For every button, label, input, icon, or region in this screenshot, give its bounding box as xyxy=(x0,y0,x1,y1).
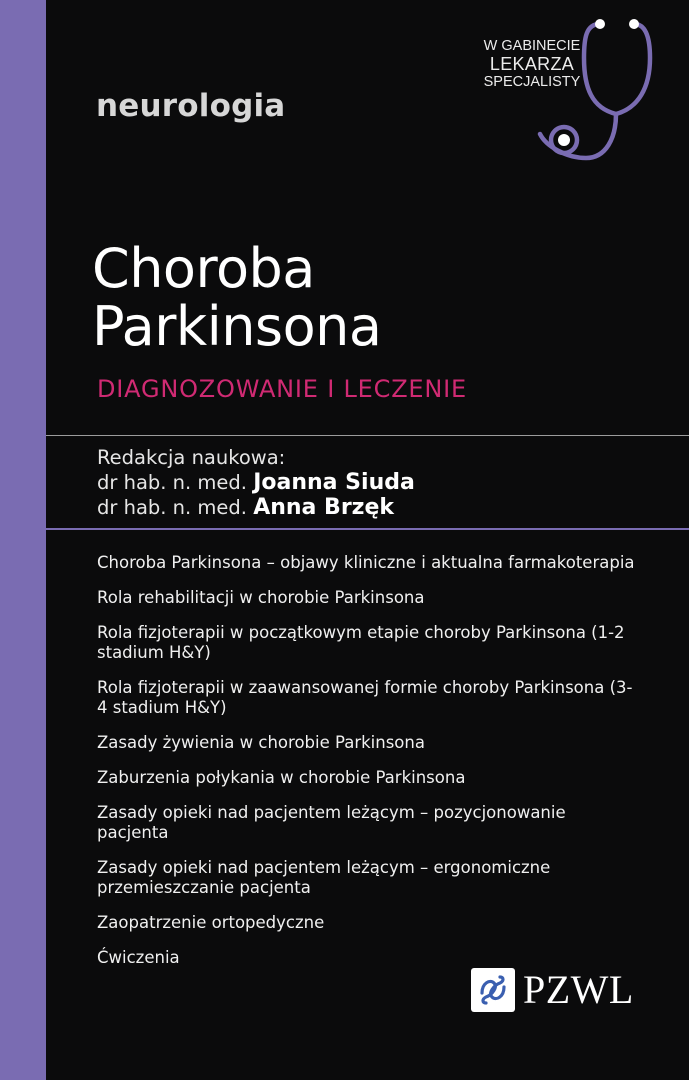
editor-name: Anna Brzęk xyxy=(253,495,395,520)
contents-item: Ćwiczenia xyxy=(97,948,180,967)
contents-item: Rola rehabilitacji w chorobie Parkinsona xyxy=(97,588,425,607)
contents-item: Zaopatrzenie ortopedyczne xyxy=(97,913,325,932)
publisher-name: PZWL xyxy=(523,967,634,1012)
editor-prefix: dr hab. n. med. xyxy=(97,496,254,519)
publisher-logo xyxy=(471,968,634,1012)
collection-logo-line1: W GABINECIE xyxy=(483,38,581,54)
contents-item: Zasady opieki nad pacjentem leżącym – pozycjonowanie pacjenta xyxy=(97,803,566,842)
divider-bottom xyxy=(46,528,689,530)
contents-item: Zasady żywienia w chorobie Parkinsona xyxy=(97,733,425,752)
collection-logo-line3: SPECJALISTY xyxy=(483,74,581,90)
editor-line xyxy=(97,470,415,495)
contents-list xyxy=(97,553,637,983)
editors-block xyxy=(97,445,415,520)
editor-prefix: dr hab. n. med. xyxy=(97,471,254,494)
editor-line xyxy=(97,495,415,520)
editor-name: Joanna Siuda xyxy=(253,470,415,495)
editors-heading: Redakcja naukowa: xyxy=(97,446,286,469)
contents-item: Rola fizjoterapii w zaawansowanej formie choroby Parkinsona (3-4 stadium H&Y) xyxy=(97,678,633,717)
contents-item: Rola fizjoterapii w początkowym etapie choroby Parkinsona (1-2 stadium H&Y) xyxy=(97,623,625,662)
divider-top xyxy=(46,435,689,436)
pzwl-logo-icon xyxy=(471,968,515,1012)
contents-item: Zasady opieki nad pacjentem leżącym – ergonomiczne przemieszczanie pacjenta xyxy=(97,858,551,897)
book-subtitle: DIAGNOZOWANIE I LECZENIE xyxy=(97,375,467,403)
contents-item: Choroba Parkinsona – objawy kliniczne i aktualna farmakoterapia xyxy=(97,553,635,572)
book-title-line2: Parkinsona xyxy=(92,295,382,358)
spine-stripe xyxy=(0,0,46,1080)
book-title xyxy=(92,237,382,358)
collection-logo xyxy=(480,38,584,91)
collection-logo-line2: LEKARZA xyxy=(489,54,575,74)
contents-item: Zaburzenia połykania w chorobie Parkinsona xyxy=(97,768,466,787)
series-label: neurologia xyxy=(96,88,286,124)
book-title-line1: Choroba xyxy=(92,237,315,300)
